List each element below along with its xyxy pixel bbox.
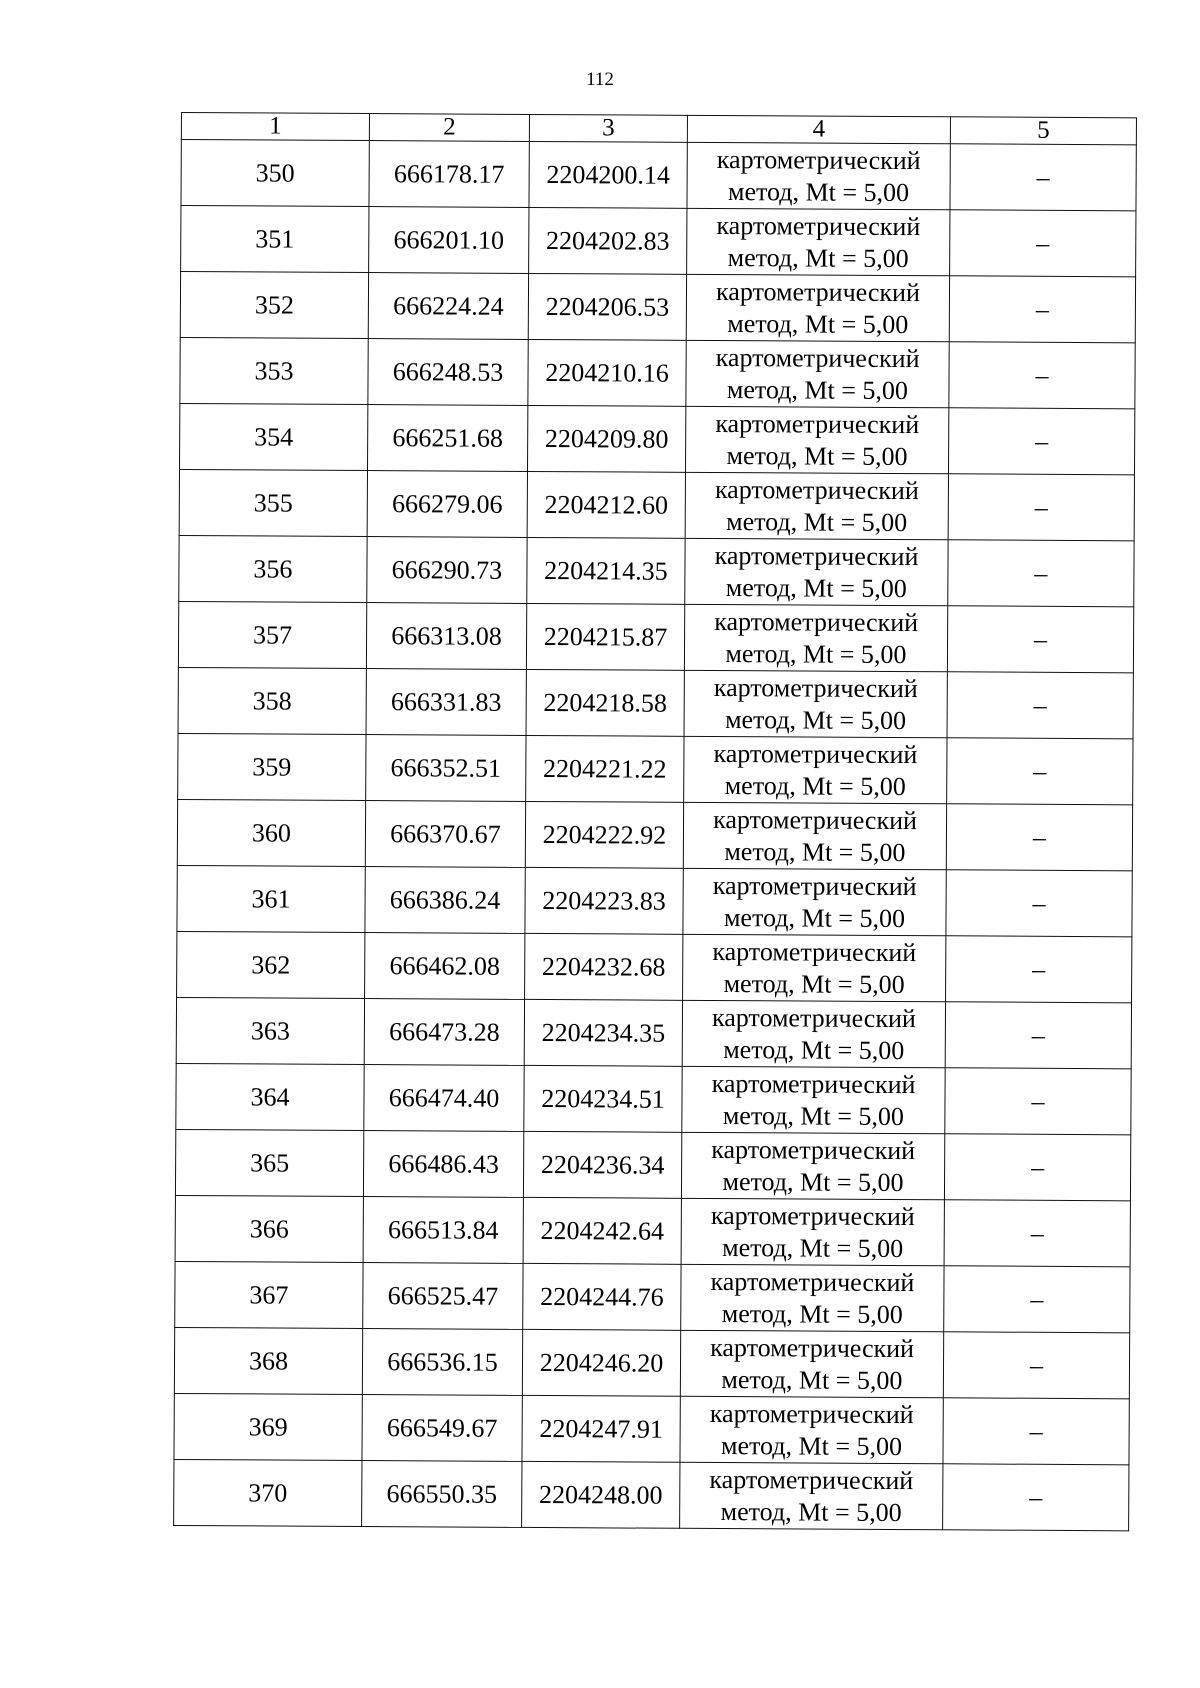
- method-line-2: метод, Mt = 5,00: [725, 638, 907, 669]
- method-line-1: картометрический: [711, 1068, 916, 1099]
- method-line-1: картометрический: [714, 474, 919, 505]
- x-coordinate-cell: 666473.28: [364, 999, 524, 1066]
- method-line-1: картометрический: [713, 672, 918, 703]
- point-number-cell: 367: [175, 1261, 363, 1328]
- method-line-2: метод, Mt = 5,00: [725, 572, 907, 603]
- method-line-2: метод, Mt = 5,00: [723, 968, 905, 999]
- point-number-cell: 362: [177, 931, 365, 998]
- y-coordinate-cell: 2204218.58: [526, 669, 684, 736]
- table-row: [177, 931, 1132, 1002]
- note-cell: –: [950, 210, 1136, 277]
- y-coordinate-cell: 2204234.35: [524, 999, 682, 1066]
- method-line-1: картометрический: [709, 1464, 914, 1495]
- method-line-2: метод, Mt = 5,00: [722, 1166, 904, 1197]
- point-number-cell: 369: [174, 1393, 362, 1460]
- table-row: [177, 799, 1132, 870]
- note-cell: –: [946, 870, 1132, 937]
- table-row: [175, 1261, 1130, 1332]
- method-line-1: картометрический: [710, 1332, 915, 1363]
- table-row: [180, 403, 1135, 474]
- method-line-1: картометрический: [713, 738, 918, 769]
- y-coordinate-cell: 2204247.91: [522, 1395, 680, 1462]
- note-cell: –: [946, 804, 1132, 871]
- method-cell: [681, 1198, 944, 1265]
- point-number-cell: 352: [180, 272, 368, 339]
- y-coordinate-cell: 2204202.83: [529, 207, 687, 274]
- x-coordinate-cell: 666201.10: [369, 207, 529, 274]
- method-cell: [683, 802, 946, 869]
- table-row: [177, 865, 1132, 936]
- method-cell: [684, 736, 947, 803]
- method-line-2: метод, Mt = 5,00: [722, 1232, 904, 1263]
- table-row: [176, 997, 1131, 1068]
- note-cell: –: [943, 1464, 1129, 1531]
- method-cell: [685, 472, 948, 539]
- y-coordinate-cell: 2204222.92: [525, 801, 683, 868]
- note-cell: –: [948, 540, 1134, 607]
- note-cell: –: [946, 936, 1132, 1003]
- column-header-3: 3: [529, 114, 687, 142]
- method-line-1: картометрический: [716, 144, 921, 175]
- x-coordinate-cell: 666536.15: [362, 1329, 522, 1396]
- point-number-cell: 363: [176, 997, 364, 1064]
- x-coordinate-cell: 666386.24: [365, 867, 525, 934]
- method-cell: [686, 340, 949, 407]
- method-line-2: метод, Mt = 5,00: [726, 440, 908, 471]
- note-cell: –: [945, 1002, 1131, 1069]
- point-number-cell: 358: [178, 667, 366, 734]
- method-line-2: метод, Mt = 5,00: [720, 1496, 902, 1527]
- x-coordinate-cell: 666513.84: [363, 1197, 523, 1264]
- x-coordinate-cell: 666331.83: [366, 669, 526, 736]
- note-cell: –: [943, 1332, 1129, 1399]
- table-row: [179, 469, 1134, 540]
- point-number-cell: 359: [178, 733, 366, 800]
- point-number-cell: 351: [181, 206, 369, 273]
- point-number-cell: 350: [181, 140, 369, 207]
- table-row: [178, 733, 1133, 804]
- point-number-cell: 366: [175, 1195, 363, 1262]
- y-coordinate-cell: 2204232.68: [525, 933, 683, 1000]
- table-row: [178, 601, 1133, 672]
- method-line-2: метод, Mt = 5,00: [727, 308, 909, 339]
- note-cell: –: [944, 1200, 1130, 1267]
- method-line-1: картометрический: [714, 540, 919, 571]
- method-cell: [685, 406, 948, 473]
- method-line-2: метод, Mt = 5,00: [721, 1364, 903, 1395]
- point-number-cell: 355: [179, 469, 367, 536]
- note-cell: –: [944, 1134, 1130, 1201]
- column-header-1: 1: [181, 113, 369, 141]
- method-line-2: метод, Mt = 5,00: [722, 1100, 904, 1131]
- x-coordinate-cell: 666370.67: [365, 801, 525, 868]
- table-row: [180, 272, 1135, 343]
- column-header-2: 2: [369, 114, 529, 142]
- x-coordinate-cell: 666474.40: [364, 1065, 524, 1132]
- point-number-cell: 354: [180, 403, 368, 470]
- point-number-cell: 365: [175, 1129, 363, 1196]
- method-cell: [683, 934, 946, 1001]
- y-coordinate-cell: 2204246.20: [522, 1329, 680, 1396]
- note-cell: –: [949, 276, 1135, 343]
- table-row: [175, 1195, 1130, 1266]
- table-body: [174, 140, 1137, 1531]
- y-coordinate-cell: 2204242.64: [523, 1197, 681, 1264]
- method-line-1: картометрический: [710, 1266, 915, 1297]
- x-coordinate-cell: 666525.47: [363, 1263, 523, 1330]
- y-coordinate-cell: 2204206.53: [528, 273, 686, 340]
- method-line-1: картометрический: [711, 1134, 916, 1165]
- page-number: 112: [586, 69, 614, 90]
- y-coordinate-cell: 2204215.87: [526, 603, 684, 670]
- note-cell: –: [948, 408, 1134, 475]
- method-line-1: картометрический: [710, 1200, 915, 1231]
- point-number-cell: 361: [177, 865, 365, 932]
- method-line-1: картометрический: [715, 408, 920, 439]
- coordinates-table-container: [181, 112, 1136, 1526]
- method-line-2: метод, Mt = 5,00: [724, 836, 906, 867]
- y-coordinate-cell: 2204209.80: [527, 405, 685, 472]
- x-coordinate-cell: 666224.24: [368, 273, 528, 340]
- note-cell: –: [944, 1266, 1130, 1333]
- note-cell: –: [950, 144, 1136, 211]
- table-row: [181, 206, 1136, 277]
- note-cell: –: [947, 606, 1133, 673]
- point-number-cell: 356: [179, 535, 367, 602]
- method-line-1: картометрический: [709, 1398, 914, 1429]
- note-cell: –: [947, 738, 1133, 805]
- y-coordinate-cell: 2204244.76: [523, 1263, 681, 1330]
- x-coordinate-cell: 666178.17: [369, 141, 529, 208]
- method-cell: [683, 868, 946, 935]
- y-coordinate-cell: 2204214.35: [527, 537, 685, 604]
- table-row: [178, 667, 1133, 738]
- method-cell: [681, 1264, 944, 1331]
- method-line-2: метод, Mt = 5,00: [720, 1430, 903, 1461]
- method-cell: [684, 604, 947, 671]
- note-cell: –: [948, 474, 1134, 541]
- method-cell: [684, 670, 947, 737]
- y-coordinate-cell: 2204248.00: [522, 1461, 680, 1528]
- x-coordinate-cell: 666549.67: [362, 1395, 522, 1462]
- note-cell: –: [943, 1398, 1129, 1465]
- x-coordinate-cell: 666290.73: [367, 537, 527, 604]
- method-cell: [686, 274, 949, 341]
- coordinates-table: [173, 112, 1137, 1531]
- method-line-1: картометрический: [716, 276, 920, 307]
- point-number-cell: 370: [174, 1459, 362, 1526]
- table-row: [180, 337, 1135, 408]
- table-row: [175, 1129, 1130, 1200]
- method-cell: [680, 1396, 943, 1463]
- note-cell: –: [947, 672, 1133, 739]
- x-coordinate-cell: 666352.51: [366, 735, 526, 802]
- column-header-4: 4: [687, 115, 950, 143]
- method-cell: [680, 1462, 943, 1529]
- table-row: [174, 1327, 1129, 1398]
- method-cell: [687, 142, 950, 209]
- method-line-1: картометрический: [715, 342, 920, 373]
- y-coordinate-cell: 2204212.60: [527, 471, 685, 538]
- method-line-2: метод, Mt = 5,00: [723, 902, 906, 933]
- x-coordinate-cell: 666248.53: [368, 339, 528, 406]
- note-cell: –: [949, 342, 1135, 409]
- method-line-2: метод, Mt = 5,00: [723, 1034, 905, 1065]
- method-cell: [687, 208, 950, 275]
- table-row: [174, 1393, 1129, 1464]
- method-cell: [685, 538, 948, 605]
- method-line-2: метод, Mt = 5,00: [725, 704, 907, 735]
- point-number-cell: 364: [176, 1063, 364, 1130]
- table-row: [174, 1459, 1129, 1530]
- method-line-1: картометрический: [716, 210, 921, 241]
- method-cell: [680, 1330, 943, 1397]
- method-line-1: картометрический: [713, 804, 918, 835]
- method-cell: [682, 1066, 945, 1133]
- x-coordinate-cell: 666550.35: [362, 1461, 522, 1528]
- column-header-5: 5: [950, 117, 1136, 145]
- method-line-2: метод, Mt = 5,00: [727, 176, 910, 207]
- method-line-1: картометрический: [712, 870, 917, 901]
- y-coordinate-cell: 2204234.51: [524, 1065, 682, 1132]
- point-number-cell: 357: [178, 601, 366, 668]
- method-line-2: метод, Mt = 5,00: [726, 374, 909, 405]
- method-line-2: метод, Mt = 5,00: [726, 506, 908, 537]
- y-coordinate-cell: 2204210.16: [528, 339, 686, 406]
- x-coordinate-cell: 666486.43: [363, 1131, 523, 1198]
- table-row: [179, 535, 1134, 606]
- x-coordinate-cell: 666251.68: [368, 405, 528, 472]
- point-number-cell: 368: [174, 1327, 362, 1394]
- method-line-2: метод, Mt = 5,00: [727, 242, 909, 273]
- note-cell: –: [945, 1068, 1131, 1135]
- method-line-1: картометрический: [714, 606, 919, 637]
- point-number-cell: 360: [177, 799, 365, 866]
- x-coordinate-cell: 666313.08: [366, 603, 526, 670]
- y-coordinate-cell: 2204223.83: [525, 867, 683, 934]
- method-cell: [682, 1000, 945, 1067]
- point-number-cell: 353: [180, 337, 368, 404]
- x-coordinate-cell: 666462.08: [365, 933, 525, 1000]
- method-line-2: метод, Mt = 5,00: [721, 1298, 903, 1329]
- method-line-1: картометрический: [711, 1002, 916, 1033]
- method-line-2: метод, Mt = 5,00: [724, 770, 906, 801]
- y-coordinate-cell: 2204200.14: [529, 141, 687, 208]
- method-cell: [681, 1132, 944, 1199]
- y-coordinate-cell: 2204236.34: [523, 1131, 681, 1198]
- x-coordinate-cell: 666279.06: [367, 471, 527, 538]
- method-line-1: картометрический: [712, 936, 917, 967]
- y-coordinate-cell: 2204221.22: [526, 735, 684, 802]
- table-row: [176, 1063, 1131, 1134]
- table-row: [181, 140, 1136, 211]
